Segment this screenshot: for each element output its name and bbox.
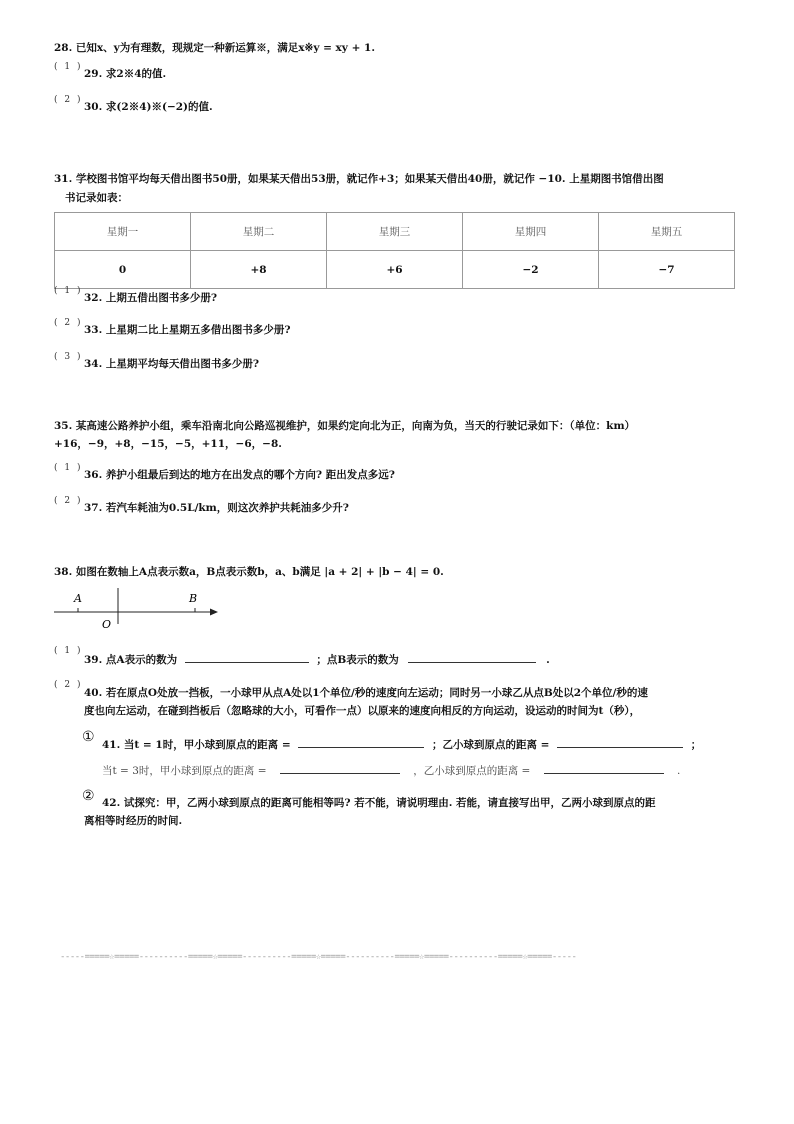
table-header-cell: 星期三 bbox=[327, 213, 463, 251]
table-header-row bbox=[55, 213, 735, 251]
q38-stem: 38. 如图在数轴上A点表示数a，B点表示数b，a、b满足 |a + 2| + |b − 4| = 0. bbox=[54, 566, 444, 578]
q40-line2: 度也向左运动，在碰到挡板后（忽略球的大小，可看作一点）以原来的速度向相反的方向运动，设运动的时间为t（秒）， bbox=[84, 705, 641, 717]
q39-end: . bbox=[546, 654, 550, 666]
q42-line2: 离相等时经历的时间. bbox=[84, 815, 183, 827]
table-cell: −2 bbox=[463, 251, 599, 289]
q30-number: ( 2 ) bbox=[54, 95, 83, 105]
q41-part2: ；乙小球到原点的距离 = bbox=[431, 739, 550, 751]
origin-label: O bbox=[102, 618, 112, 631]
table-cell: −7 bbox=[599, 251, 735, 289]
table-header-cell: 星期一 bbox=[55, 213, 191, 251]
answer-blank-b[interactable] bbox=[408, 651, 536, 663]
q41-line1 bbox=[102, 736, 701, 752]
footer-divider: -----=====☆=====----------=====☆=====----------=====☆=====----------=====☆=====----------=====☆=====----- bbox=[60, 952, 577, 962]
table-value-row bbox=[55, 251, 735, 289]
axis-arrow-icon bbox=[210, 609, 218, 616]
q28-stem: 28. 已知x、y为有理数，现规定一种新运算※，满足x※y = xy + 1. bbox=[54, 42, 375, 54]
table-header-cell: 星期四 bbox=[463, 213, 599, 251]
q29-number: ( 1 ) bbox=[54, 62, 83, 72]
table-cell: +6 bbox=[327, 251, 463, 289]
library-record-table bbox=[54, 212, 735, 289]
q39-text-a: 39. 点A表示的数为 bbox=[84, 654, 178, 666]
table-header-cell: 星期二 bbox=[191, 213, 327, 251]
answer-blank-t3-b[interactable] bbox=[544, 762, 664, 774]
q29-text: 29. 求2※4的值. bbox=[84, 68, 167, 80]
q34-text: 34. 上星期平均每天借出图书多少册? bbox=[84, 358, 260, 370]
q40-line1: 40. 若在原点O处放一挡板，一小球甲从点A处以1个单位/秒的速度向左运动；同时另一小球乙从点B处以2个单位/秒的速 bbox=[84, 687, 648, 699]
q39-number: ( 1 ) bbox=[54, 646, 83, 656]
q31-stem-line1: 31. 学校图书馆平均每天借出图书50册，如果某天借出53册，就记作+3；如果某天借出40册，就记作 −10. 上星期图书馆借出图 bbox=[54, 173, 664, 185]
q41-line2 bbox=[102, 762, 680, 778]
q41-part1: 41. 当t = 1时，甲小球到原点的距离 = bbox=[102, 739, 291, 751]
q36-text: 36. 养护小组最后到达的地方在出发点的哪个方向? 距出发点多远? bbox=[84, 469, 395, 481]
point-a-label: A bbox=[74, 592, 82, 605]
answer-blank-t3-a[interactable] bbox=[280, 762, 400, 774]
q40-number: ( 2 ) bbox=[54, 680, 83, 690]
point-b-label: B bbox=[189, 592, 198, 605]
table-header-cell: 星期五 bbox=[599, 213, 735, 251]
q39-line bbox=[84, 651, 550, 667]
q31-stem-line2: 书记录如表： bbox=[65, 192, 128, 204]
q42-line1: 42. 试探究：甲，乙两小球到原点的距离可能相等吗? 若不能，请说明理由. 若能，请直接写出甲，乙两小球到原点的距 bbox=[102, 797, 656, 809]
table-cell: 0 bbox=[55, 251, 191, 289]
answer-blank-t1-b[interactable] bbox=[557, 736, 683, 748]
q37-number: ( 2 ) bbox=[54, 496, 83, 506]
q41-part6: . bbox=[677, 765, 681, 777]
answer-blank-a[interactable] bbox=[185, 651, 309, 663]
q34-number: ( 3 ) bbox=[54, 352, 83, 362]
subpart-1-marker: ① bbox=[82, 729, 95, 745]
q36-number: ( 1 ) bbox=[54, 463, 83, 473]
table-cell: +8 bbox=[191, 251, 327, 289]
q35-stem-line2: +16，−9，+8，−15，−5，+11，−6，−8. bbox=[54, 438, 282, 450]
q41-part4: 当t = 3时，甲小球到原点的距离 = bbox=[102, 765, 267, 777]
answer-blank-t1-a[interactable] bbox=[298, 736, 424, 748]
number-line-figure bbox=[50, 588, 230, 632]
q30-text: 30. 求(2※4)※(−2)的值. bbox=[84, 101, 213, 113]
q33-text: 33. 上星期二比上星期五多借出图书多少册? bbox=[84, 324, 291, 336]
subpart-2-marker: ② bbox=[82, 788, 95, 804]
q32-number: ( 1 ) bbox=[54, 286, 83, 296]
q41-part5: ，乙小球到原点的距离 = bbox=[413, 765, 531, 777]
q39-text-b: ；点B表示的数为 bbox=[316, 654, 399, 666]
q32-text: 32. 上期五借出图书多少册? bbox=[84, 292, 218, 304]
q37-text: 37. 若汽车耗油为0.5L/km，则这次养护共耗油多少升? bbox=[84, 502, 349, 514]
q41-part3: ； bbox=[690, 739, 702, 751]
q33-number: ( 2 ) bbox=[54, 318, 83, 328]
q35-stem-line1: 35. 某高速公路养护小组，乘车沿南北向公路巡视维护，如果约定向北为正，向南为负，当天的行驶记录如下：（单位：km） bbox=[54, 420, 636, 432]
